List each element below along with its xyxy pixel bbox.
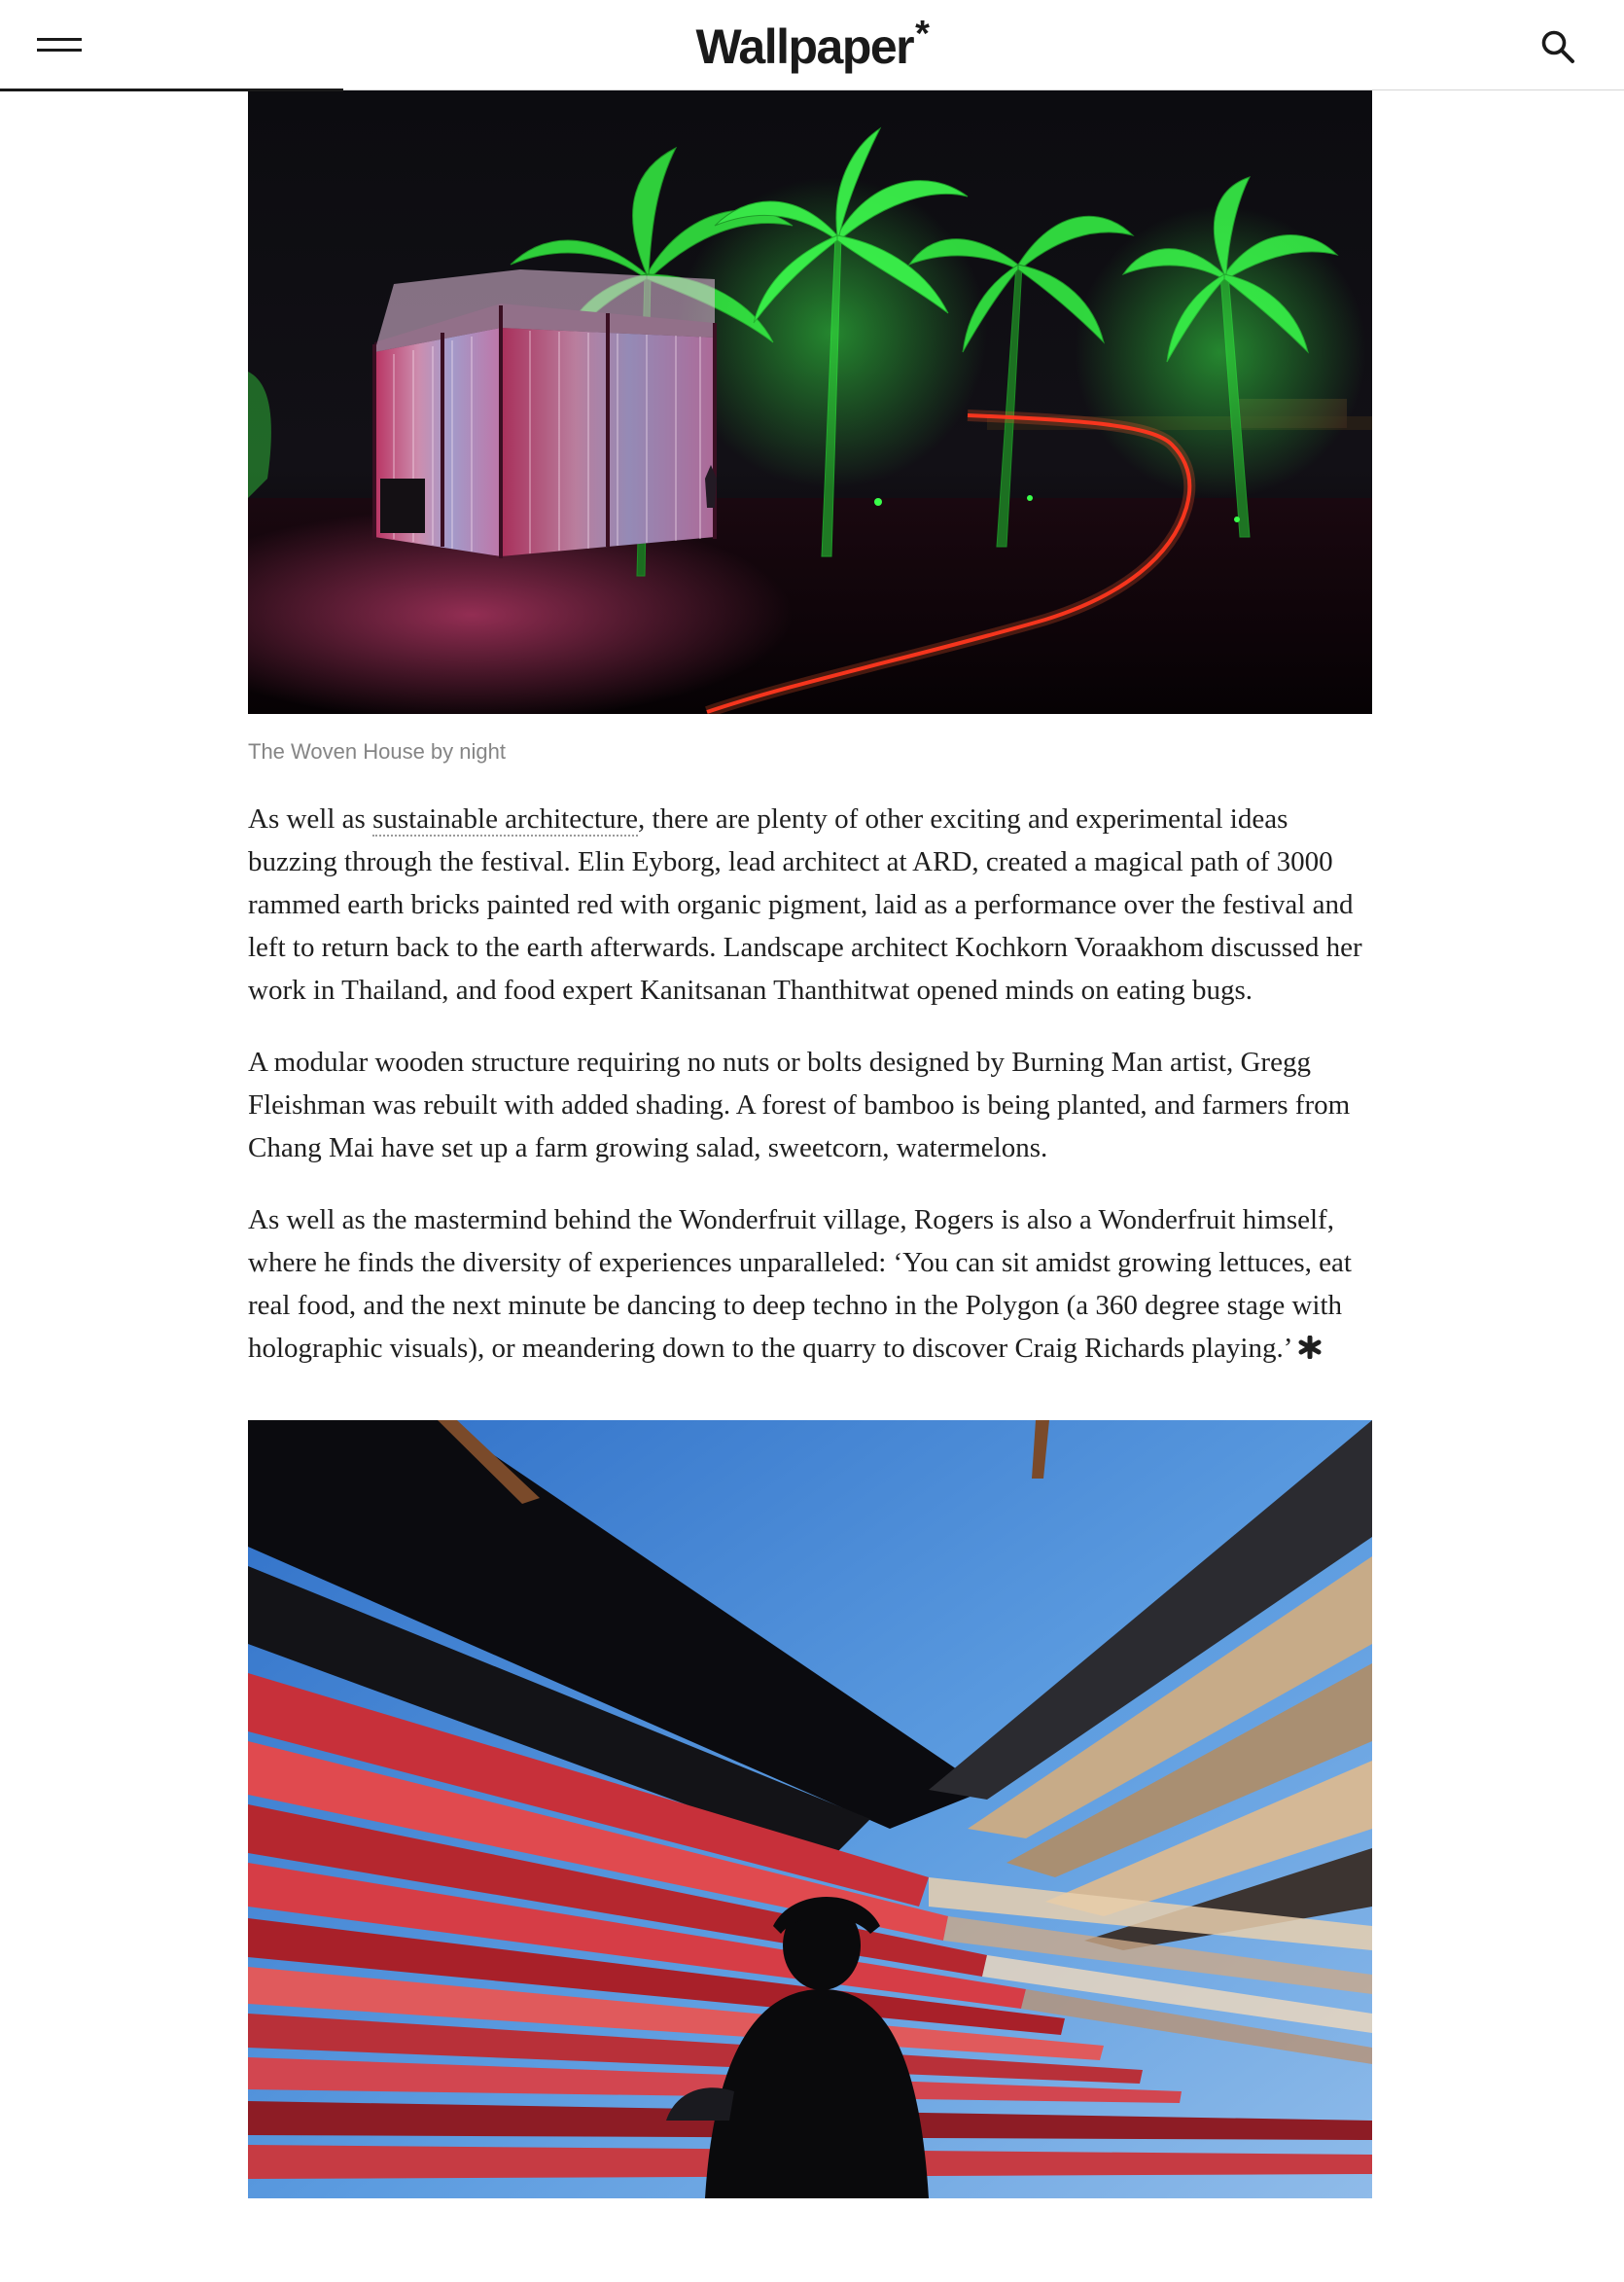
logo-star: *	[915, 14, 929, 54]
shade-canopy-photo	[248, 1420, 1372, 2198]
image-caption: The Woven House by night	[248, 739, 506, 764]
paragraph-2: A modular wooden structure requiring no nuts or bolts designed by Burning Man artist, Gregg Fleishman was rebuilt with added shading. A forest of bamboo is being planted, and farmers from Chang Mai have set up a farm growing salad, sweetcorn, watermelons.	[248, 1047, 1351, 1163]
asterisk-end-mark-icon	[1298, 1329, 1322, 1372]
search-icon[interactable]	[1538, 27, 1577, 66]
site-header	[0, 0, 1624, 90]
paragraph-1-rest: , there are plenty of other exciting and experimental ideas buzzing through the festival. Elin Eyborg, lead architect at ARD, created a magical path of 3000 rammed earth bricks painted red with organic pigment, laid as a performance over the festival and left to return back to the earth afterwards. Landscape architect Kochkorn Voraakhom discussed her work in Thailand, and food expert Kanitsanan Thanthitwat opened minds on eating bugs.	[248, 803, 1362, 1006]
sustainable-architecture-link[interactable]: sustainable architecture	[372, 803, 639, 835]
reading-progress-bar	[0, 89, 343, 91]
woven-house-night-photo	[248, 89, 1372, 714]
paragraph-3-text: As well as the mastermind behind the Wonderfruit village, Rogers is also a Wonderfruit himself, where he finds the diversity of experiences unparalleled: ‘You can sit amidst growing lettuces, eat real food, and the next minute be dancing to deep techno in the Polygon (a 360 degree stage with holographic visuals), or meandering down to the quarry to discover Craig Richards playing.’	[248, 1204, 1352, 1364]
site-logo[interactable]	[0, 14, 1624, 75]
logo-text: Wallpaper	[695, 19, 914, 74]
article-body	[248, 89, 1372, 2198]
paragraph-1-lead: As well as	[248, 803, 373, 835]
paragraph-3	[248, 1198, 1372, 1372]
paragraph-1	[248, 798, 1372, 1012]
